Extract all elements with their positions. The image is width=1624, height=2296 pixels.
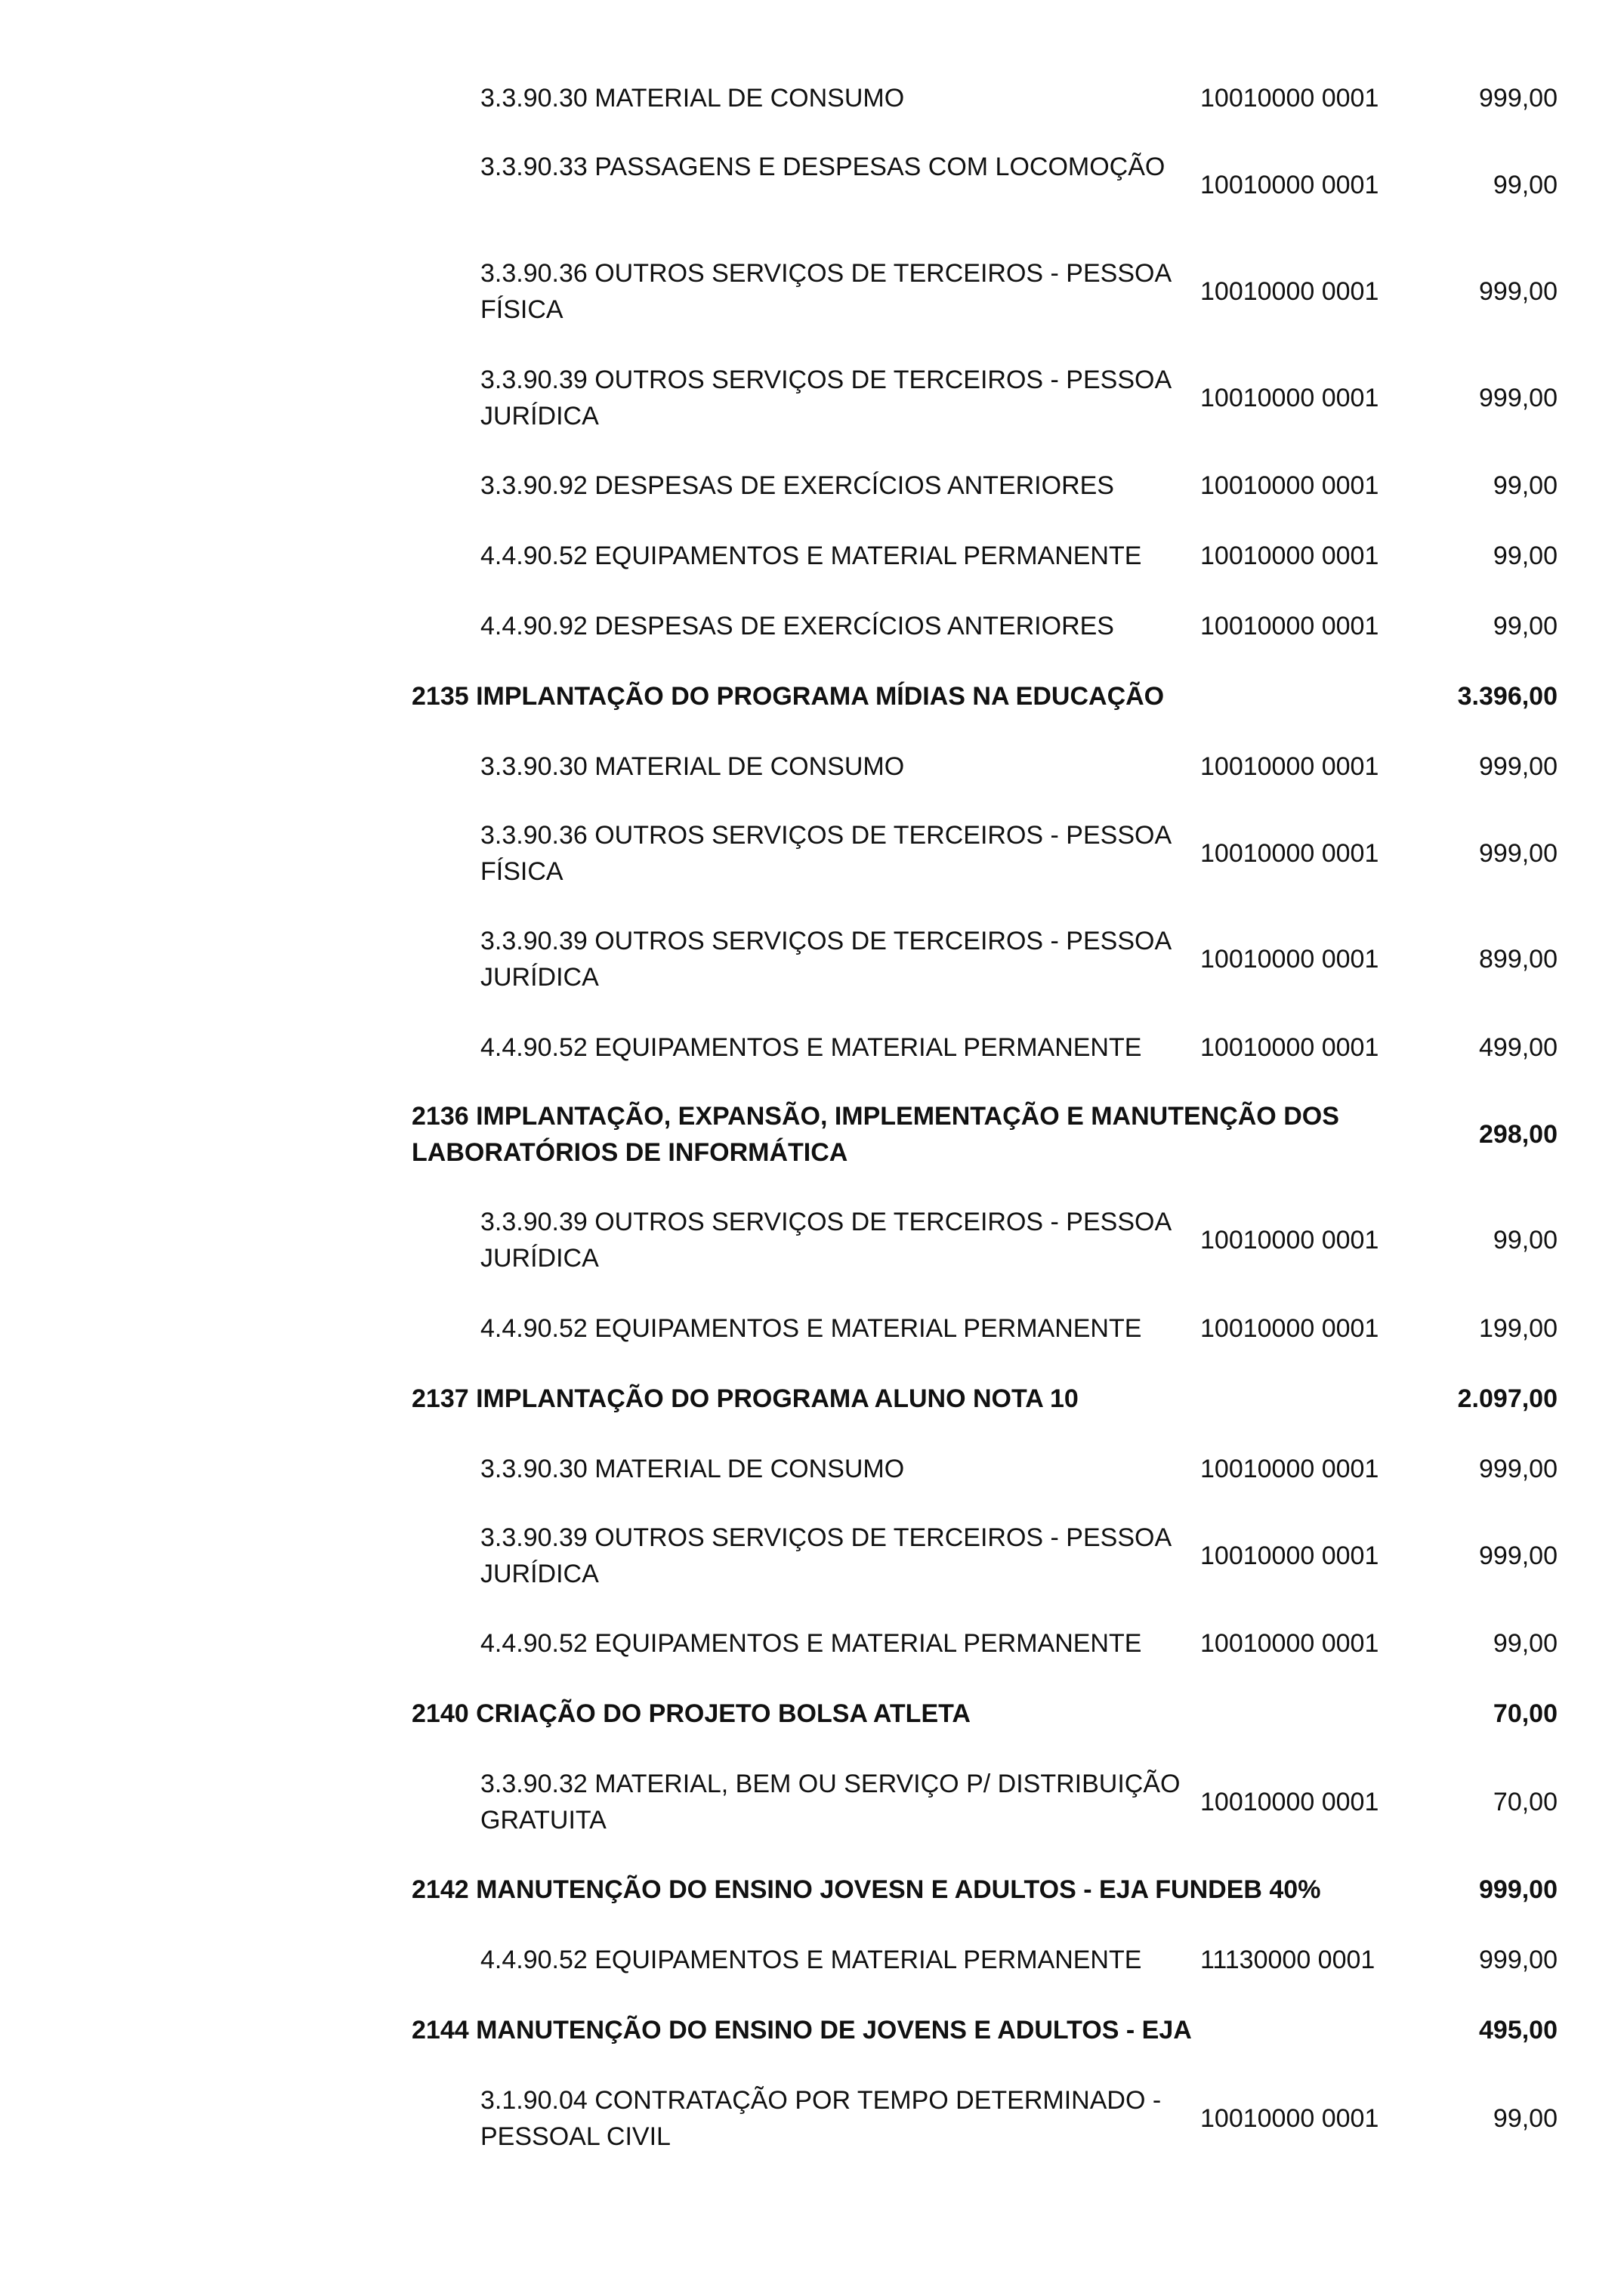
funding-source: 10010000 0001 xyxy=(1200,171,1379,199)
funding-source: 10010000 0001 xyxy=(1200,1455,1379,1483)
action-title: 2140 CRIAÇÃO DO PROJETO BOLSA ATLETA xyxy=(412,1699,971,1728)
funding-source: 11130000 0001 xyxy=(1200,1946,1375,1974)
action-total: 70,00 xyxy=(1493,1699,1558,1728)
item-value: 99,00 xyxy=(1493,542,1558,570)
item-description: 3.3.90.39 OUTROS SERVIÇOS DE TERCEIROS - PESSOA JURÍDICA xyxy=(480,366,1171,430)
item-description: 4.4.90.92 DESPESAS DE EXERCÍCIOS ANTERIORES xyxy=(480,612,1114,640)
item-description: 3.3.90.92 DESPESAS DE EXERCÍCIOS ANTERIORES xyxy=(480,471,1114,500)
item-value: 999,00 xyxy=(1479,839,1558,868)
item-value: 99,00 xyxy=(1493,1629,1558,1658)
item-description: 3.3.90.39 OUTROS SERVIÇOS DE TERCEIROS - PESSOA JURÍDICA xyxy=(480,1523,1171,1588)
item-value: 999,00 xyxy=(1479,1946,1558,1974)
item-value: 99,00 xyxy=(1493,2104,1558,2133)
funding-source: 10010000 0001 xyxy=(1200,1033,1379,1062)
action-title: 2137 IMPLANTAÇÃO DO PROGRAMA ALUNO NOTA 10 xyxy=(412,1384,1079,1413)
item-value: 99,00 xyxy=(1493,612,1558,640)
action-title: 2135 IMPLANTAÇÃO DO PROGRAMA MÍDIAS NA EDUCAÇÃO xyxy=(412,682,1165,711)
item-value: 199,00 xyxy=(1479,1314,1558,1343)
item-description: 4.4.90.52 EQUIPAMENTOS E MATERIAL PERMANENTE xyxy=(480,1033,1142,1062)
item-description: 4.4.90.52 EQUIPAMENTOS E MATERIAL PERMANENTE xyxy=(480,1946,1142,1974)
funding-source: 10010000 0001 xyxy=(1200,84,1379,113)
item-value: 999,00 xyxy=(1479,384,1558,412)
funding-source: 10010000 0001 xyxy=(1200,1788,1379,1816)
action-total: 298,00 xyxy=(1479,1120,1558,1149)
funding-source: 10010000 0001 xyxy=(1200,2104,1379,2133)
funding-source: 10010000 0001 xyxy=(1200,945,1379,974)
funding-source: 10010000 0001 xyxy=(1200,384,1379,412)
item-description: 4.4.90.52 EQUIPAMENTOS E MATERIAL PERMANENTE xyxy=(480,542,1142,570)
item-description: 3.3.90.36 OUTROS SERVIÇOS DE TERCEIROS - PESSOA FÍSICA xyxy=(480,259,1171,324)
item-description: 4.4.90.52 EQUIPAMENTOS E MATERIAL PERMANENTE xyxy=(480,1629,1142,1658)
item-value: 99,00 xyxy=(1493,471,1558,500)
item-value: 999,00 xyxy=(1479,277,1558,306)
item-value: 999,00 xyxy=(1479,1541,1558,1570)
item-value: 999,00 xyxy=(1479,752,1558,781)
funding-source: 10010000 0001 xyxy=(1200,839,1379,868)
funding-source: 10010000 0001 xyxy=(1200,1541,1379,1570)
action-title: 2136 IMPLANTAÇÃO, EXPANSÃO, IMPLEMENTAÇÃO E MANUTENÇÃO DOS LABORATÓRIOS DE INFORMÁTICA xyxy=(412,1102,1339,1167)
funding-source: 10010000 0001 xyxy=(1200,1226,1379,1254)
item-value: 999,00 xyxy=(1479,84,1558,113)
item-description: 3.3.90.32 MATERIAL, BEM OU SERVIÇO P/ DISTRIBUIÇÃO GRATUITA xyxy=(480,1770,1181,1835)
item-description: 3.3.90.30 MATERIAL DE CONSUMO xyxy=(480,752,905,781)
item-description: 3.3.90.39 OUTROS SERVIÇOS DE TERCEIROS - PESSOA JURÍDICA xyxy=(480,1208,1171,1273)
funding-source: 10010000 0001 xyxy=(1200,1629,1379,1658)
action-title: 2142 MANUTENÇÃO DO ENSINO JOVESN E ADULTOS - EJA FUNDEB 40% xyxy=(412,1875,1321,1904)
funding-source: 10010000 0001 xyxy=(1200,277,1379,306)
item-value: 99,00 xyxy=(1493,1226,1558,1254)
item-description: 3.3.90.30 MATERIAL DE CONSUMO xyxy=(480,84,905,113)
funding-source: 10010000 0001 xyxy=(1200,1314,1379,1343)
funding-source: 10010000 0001 xyxy=(1200,471,1379,500)
action-total: 999,00 xyxy=(1479,1875,1558,1904)
item-value: 99,00 xyxy=(1493,171,1558,199)
item-description: 3.3.90.33 PASSAGENS E DESPESAS COM LOCOMOÇÃO xyxy=(480,153,1166,181)
item-description: 3.3.90.36 OUTROS SERVIÇOS DE TERCEIROS - PESSOA FÍSICA xyxy=(480,821,1171,886)
item-description: 3.1.90.04 CONTRATAÇÃO POR TEMPO DETERMINADO - PESSOAL CIVIL xyxy=(480,2086,1162,2151)
funding-source: 10010000 0001 xyxy=(1200,542,1379,570)
action-total: 2.097,00 xyxy=(1457,1384,1558,1413)
item-value: 499,00 xyxy=(1479,1033,1558,1062)
item-description: 4.4.90.52 EQUIPAMENTOS E MATERIAL PERMANENTE xyxy=(480,1314,1142,1343)
action-title: 2144 MANUTENÇÃO DO ENSINO DE JOVENS E ADULTOS - EJA xyxy=(412,2016,1192,2044)
item-value: 70,00 xyxy=(1493,1788,1558,1816)
funding-source: 10010000 0001 xyxy=(1200,612,1379,640)
item-description: 3.3.90.30 MATERIAL DE CONSUMO xyxy=(480,1455,905,1483)
item-value: 999,00 xyxy=(1479,1455,1558,1483)
funding-source: 10010000 0001 xyxy=(1200,752,1379,781)
action-total: 495,00 xyxy=(1479,2016,1558,2044)
item-value: 899,00 xyxy=(1479,945,1558,974)
action-total: 3.396,00 xyxy=(1457,682,1558,711)
item-description: 3.3.90.39 OUTROS SERVIÇOS DE TERCEIROS - PESSOA JURÍDICA xyxy=(480,927,1171,992)
